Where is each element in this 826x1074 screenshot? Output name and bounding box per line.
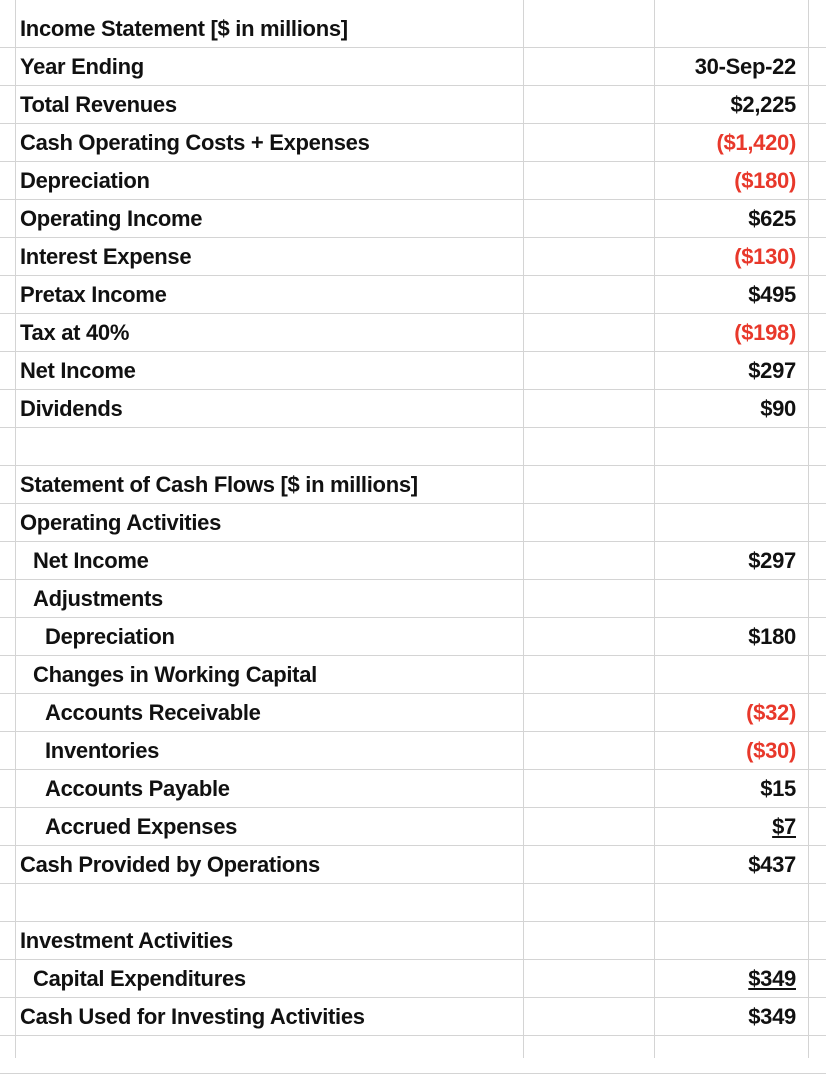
cell-value: $349 <box>748 1004 796 1029</box>
cell-label: Accrued Expenses <box>45 814 238 839</box>
cell-label: Accounts Receivable <box>45 700 261 725</box>
row-operating-income[interactable] <box>0 200 826 238</box>
row-cf-depreciation[interactable] <box>0 618 826 656</box>
cell-label: Inventories <box>45 738 160 763</box>
cell-label: Net Income <box>33 548 149 573</box>
cell-label: Depreciation <box>20 168 150 193</box>
row-year-ending[interactable] <box>0 48 826 86</box>
cell-value: ($198) <box>734 320 796 345</box>
cell-value: 30-Sep-22 <box>694 54 796 79</box>
row-empty[interactable] <box>0 884 826 922</box>
cell-label: Total Revenues <box>20 92 177 117</box>
cell-value: ($130) <box>734 244 796 269</box>
row-cash-provided-operations[interactable] <box>0 846 826 884</box>
row-depreciation[interactable] <box>0 162 826 200</box>
cell-value: $625 <box>748 206 796 231</box>
cell-value <box>772 808 796 845</box>
cell-label: Dividends <box>20 396 123 421</box>
cell-label: Income Statement [$ in millions] <box>20 16 348 41</box>
row-empty[interactable] <box>0 428 826 466</box>
cell-value: ($180) <box>734 168 796 193</box>
row-interest-expense[interactable] <box>0 238 826 276</box>
row-changes-working-capital[interactable] <box>0 656 826 694</box>
row-accounts-payable[interactable] <box>0 770 826 808</box>
underlined-value: $7 <box>772 814 796 839</box>
row-tax[interactable] <box>0 314 826 352</box>
cell-label: Year Ending <box>20 54 144 79</box>
row-dividends[interactable] <box>0 390 826 428</box>
row-operating-activities[interactable] <box>0 504 826 542</box>
row-cf-net-income[interactable] <box>0 542 826 580</box>
cell-value: $297 <box>748 548 796 573</box>
cell-value: ($1,420) <box>716 130 796 155</box>
row-pretax-income[interactable] <box>0 276 826 314</box>
cell-label: Operating Income <box>20 206 203 231</box>
cell-value: $90 <box>760 396 796 421</box>
cell-label: Cash Provided by Operations <box>20 852 320 877</box>
cell-label: Pretax Income <box>20 282 167 307</box>
cell-label: Accounts Payable <box>45 776 230 801</box>
row-inventories[interactable] <box>0 732 826 770</box>
row-cash-used-investing[interactable] <box>0 998 826 1036</box>
cell-label: Interest Expense <box>20 244 192 269</box>
cell-value <box>748 960 796 997</box>
cell-label: Operating Activities <box>20 510 222 535</box>
cell-label: Adjustments <box>33 586 163 611</box>
cell-label: Depreciation <box>45 624 175 649</box>
cell-value: ($32) <box>746 700 796 725</box>
cell-value: $495 <box>748 282 796 307</box>
row-adjustments[interactable] <box>0 580 826 618</box>
cell-value: $2,225 <box>730 92 796 117</box>
cell-label: Cash Used for Investing Activities <box>20 1004 365 1029</box>
row-empty[interactable] <box>0 1036 826 1074</box>
underlined-value: $349 <box>748 966 796 991</box>
cell-value: $15 <box>760 776 796 801</box>
cell-label: Capital Expenditures <box>33 966 246 991</box>
row-accrued-expenses[interactable] <box>0 808 826 846</box>
row-total-revenues[interactable] <box>0 86 826 124</box>
row-investment-activities[interactable] <box>0 922 826 960</box>
cell-label: Net Income <box>20 358 136 383</box>
row-accounts-receivable[interactable] <box>0 694 826 732</box>
cell-label: Cash Operating Costs + Expenses <box>20 130 370 155</box>
cell-label: Statement of Cash Flows [$ in millions] <box>20 472 418 497</box>
cell-label: Changes in Working Capital <box>33 662 317 687</box>
cell-value: $180 <box>748 624 796 649</box>
row-cash-flows-header[interactable] <box>0 466 826 504</box>
cell-value: $297 <box>748 358 796 383</box>
row-capital-expenditures[interactable] <box>0 960 826 998</box>
cell-label: Investment Activities <box>20 928 233 953</box>
cell-label: Tax at 40% <box>20 320 130 345</box>
cell-value: $437 <box>748 852 796 877</box>
row-income-statement-header[interactable] <box>0 10 826 48</box>
row-cash-operating-costs[interactable] <box>0 124 826 162</box>
row-net-income[interactable] <box>0 352 826 390</box>
cell-value: ($30) <box>746 738 796 763</box>
